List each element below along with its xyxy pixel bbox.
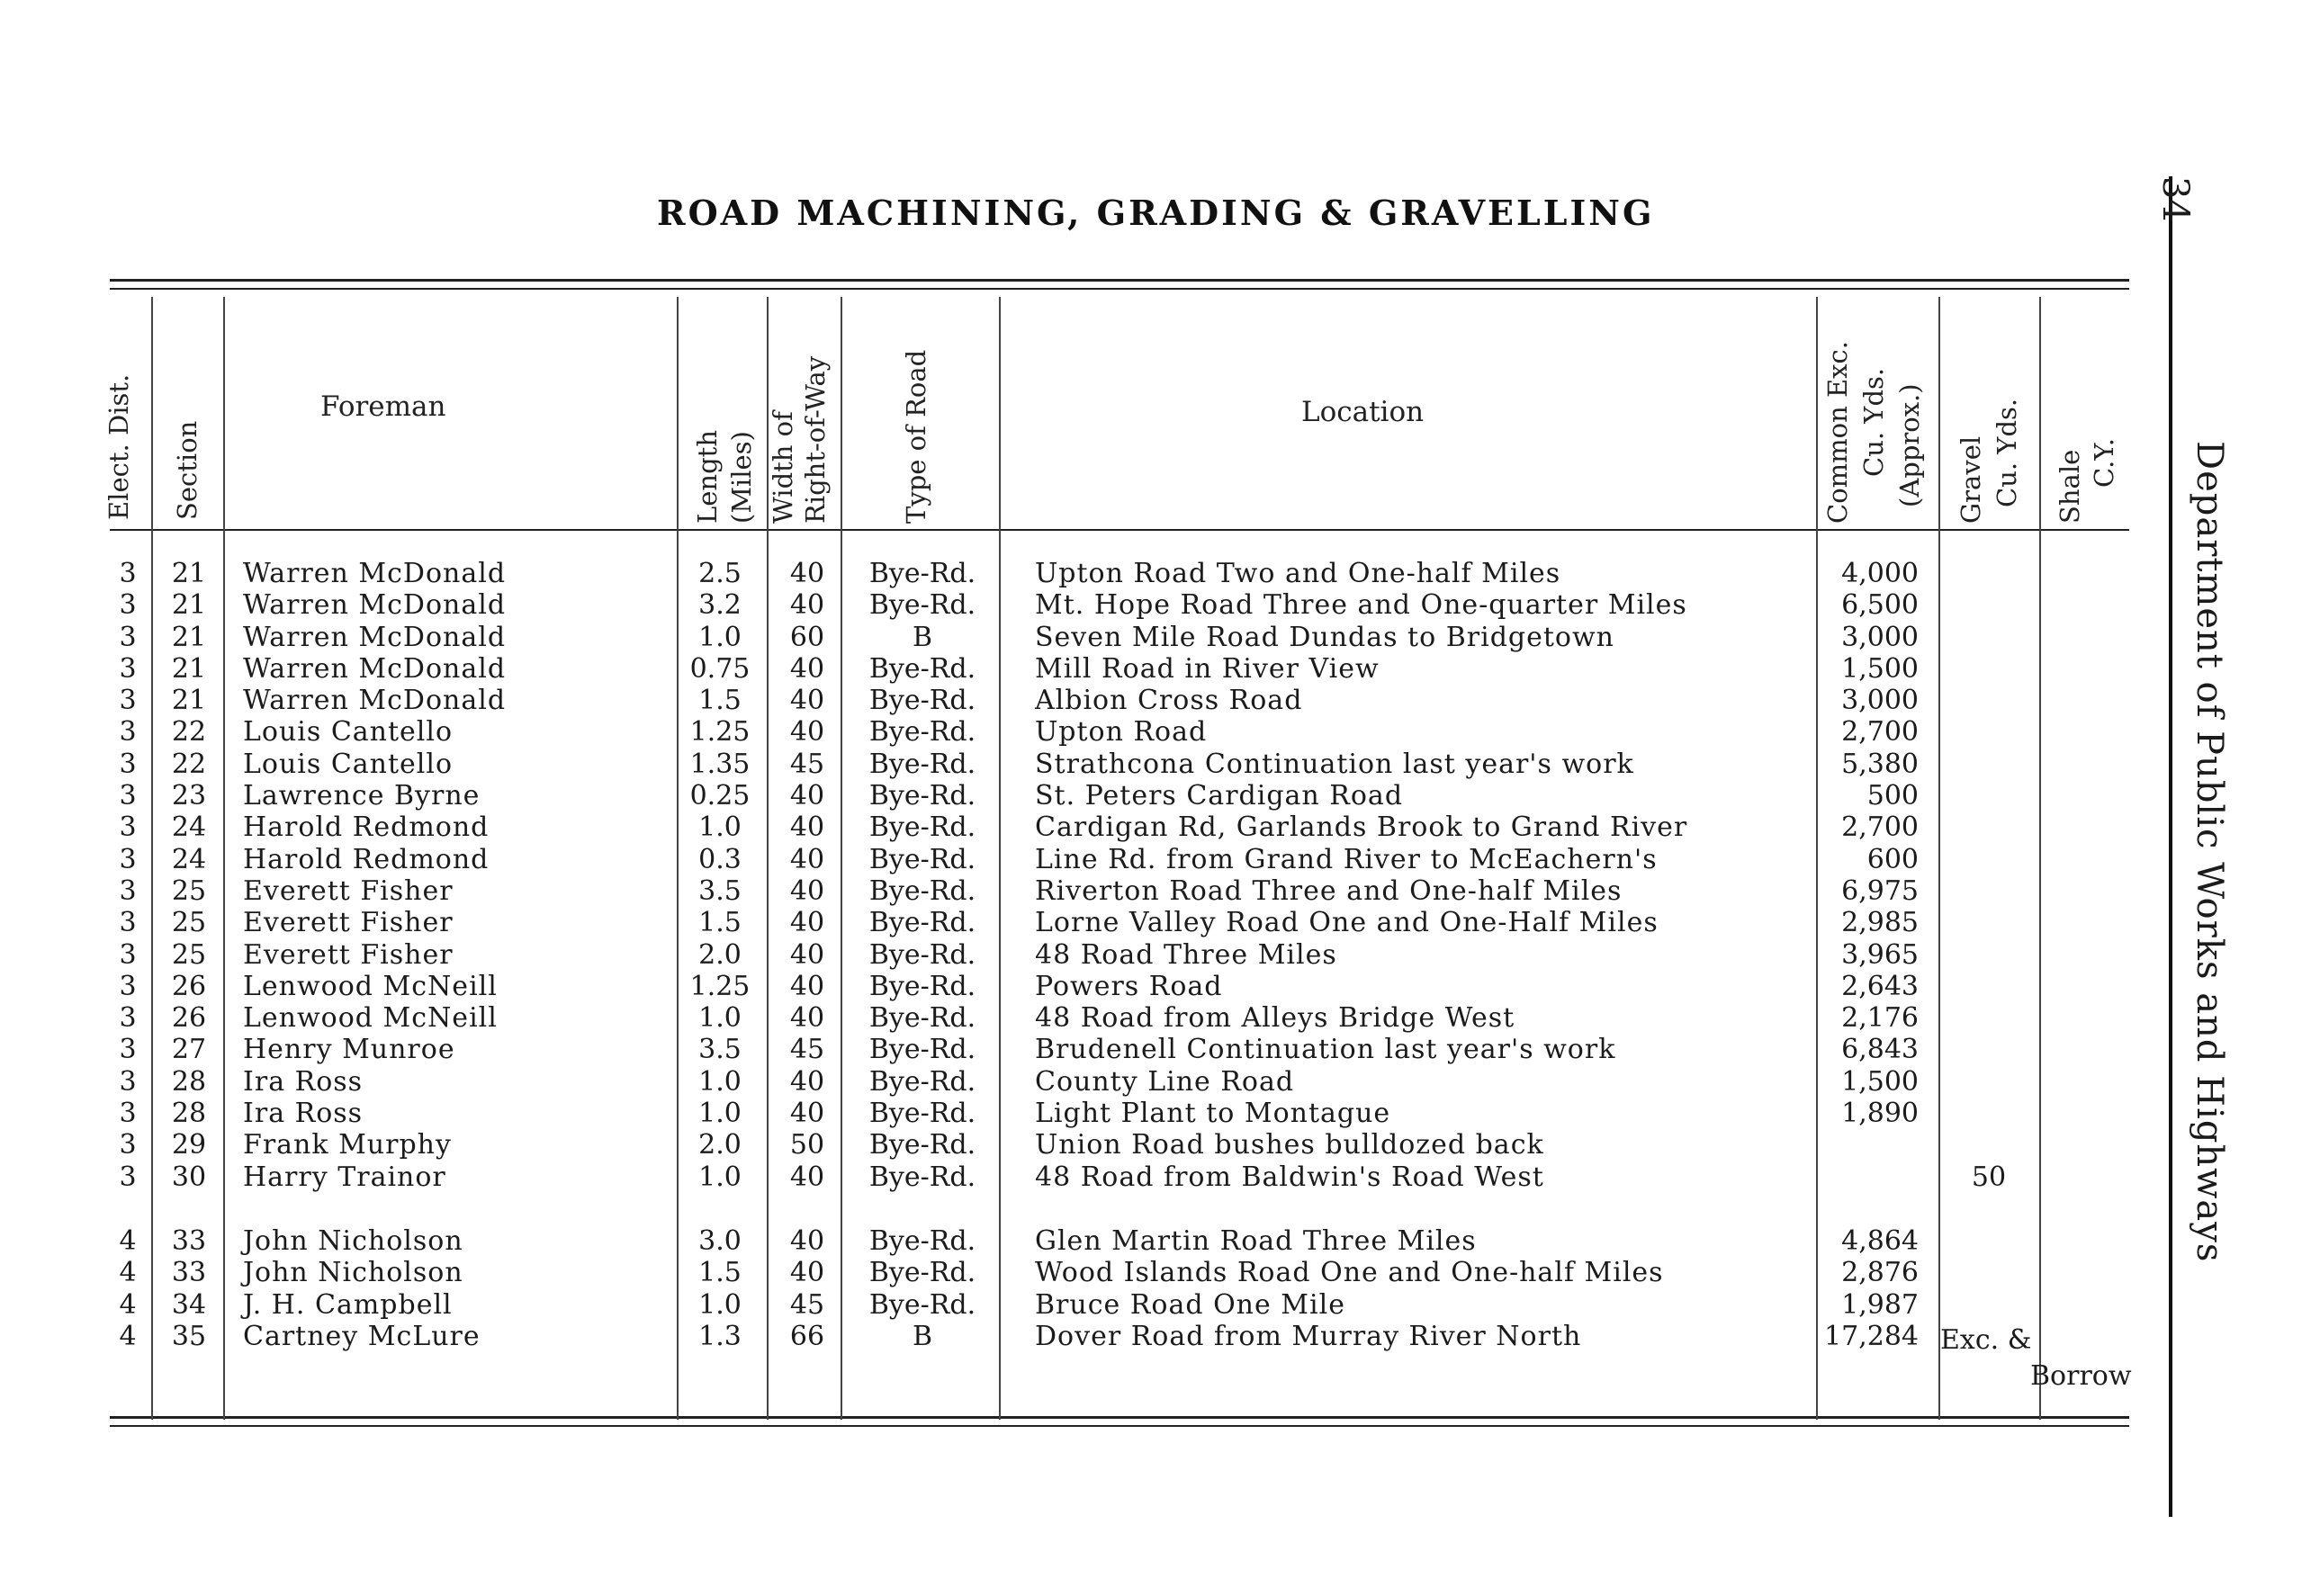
cell-common-exc: 1,987	[1841, 1288, 1919, 1321]
cell-width: 45	[789, 1034, 825, 1066]
cell-elect-dist: 3	[119, 843, 137, 875]
table-row	[0, 1002, 2160, 1034]
cell-common-exc: 2,700	[1841, 716, 1919, 749]
header-shale: Shale	[2055, 449, 2085, 524]
cell-length: 1.5	[698, 907, 742, 939]
cell-width: 40	[789, 874, 825, 907]
cell-type-of-road: Bye-Rd.	[868, 558, 976, 589]
cell-foreman: Everett Fisher	[243, 907, 454, 939]
table-row	[0, 1289, 2160, 1321]
header-common-exc: Common Exc.	[1822, 341, 1853, 524]
cell-common-exc: 17,284	[1824, 1320, 1919, 1352]
table-body	[0, 558, 2160, 1352]
cell-location: County Line Road	[1035, 1065, 1295, 1098]
cell-width: 40	[789, 716, 825, 749]
bottom-rule-1	[110, 1416, 2129, 1419]
cell-section: 25	[171, 874, 207, 907]
cell-length: 0.3	[698, 843, 742, 875]
cell-length: 1.0	[698, 621, 742, 653]
note-exc: Exc. &	[1940, 1324, 2032, 1356]
cell-section: 25	[171, 938, 207, 971]
header-gravel: Gravel	[1956, 435, 1986, 524]
cell-section: 24	[171, 843, 207, 875]
cell-width: 40	[789, 1161, 825, 1193]
cell-foreman: John Nicholson	[243, 1257, 463, 1289]
cell-length: 1.0	[698, 1002, 742, 1035]
cell-type-of-road: Bye-Rd.	[868, 780, 976, 812]
cell-section: 33	[171, 1257, 207, 1289]
cell-elect-dist: 3	[119, 907, 137, 939]
cell-foreman: Lawrence Byrne	[243, 780, 481, 812]
header-length: Length	[692, 430, 723, 524]
top-rule-2	[110, 288, 2129, 290]
cell-common-exc: 6,500	[1841, 589, 1919, 622]
cell-elect-dist: 3	[119, 780, 137, 812]
cell-elect-dist: 3	[119, 1129, 137, 1161]
cell-location: Union Road bushes bulldozed back	[1035, 1129, 1544, 1161]
cell-section: 22	[171, 716, 207, 749]
header-section: Section	[172, 420, 202, 520]
cell-length: 2.0	[698, 938, 742, 971]
cell-width: 40	[789, 843, 825, 875]
cell-type-of-road: Bye-Rd.	[868, 1065, 976, 1098]
cell-common-exc: 3,000	[1841, 621, 1919, 653]
header-type-of-road: Type of Road	[901, 349, 931, 524]
cell-elect-dist: 3	[119, 1065, 137, 1098]
cell-length: 1.5	[698, 685, 742, 717]
table-row	[0, 844, 2160, 875]
cell-section: 27	[171, 1034, 207, 1066]
cell-type-of-road: Bye-Rd.	[868, 811, 976, 844]
cell-width: 66	[789, 1320, 825, 1352]
cell-elect-dist: 4	[119, 1257, 137, 1289]
table-row	[0, 1257, 2160, 1288]
cell-location: Lorne Valley Road One and One-Half Miles	[1035, 907, 1659, 939]
cell-length: 3.5	[698, 1034, 742, 1066]
cell-width: 40	[789, 1224, 825, 1257]
cell-location: 48 Road from Baldwin's Road West	[1035, 1161, 1544, 1193]
cell-elect-dist: 3	[119, 652, 137, 685]
cell-section: 21	[171, 589, 207, 622]
cell-type-of-road: Bye-Rd.	[868, 938, 976, 971]
cell-elect-dist: 3	[119, 716, 137, 749]
cell-location: Mt. Hope Road Three and One-quarter Miles	[1035, 589, 1687, 622]
top-rule-1	[110, 279, 2129, 282]
cell-type-of-road: Bye-Rd.	[868, 652, 976, 685]
cell-location: Strathcona Continuation last year's work	[1035, 748, 1634, 780]
cell-section: 25	[171, 907, 207, 939]
cell-foreman: Warren McDonald	[243, 589, 507, 622]
cell-location: Upton Road	[1035, 716, 1208, 749]
table-row	[0, 1098, 2160, 1129]
cell-common-exc: 6,975	[1841, 874, 1919, 907]
cell-common-exc: 2,643	[1841, 970, 1919, 1002]
cell-section: 33	[171, 1224, 207, 1257]
cell-length: 1.0	[698, 1098, 742, 1130]
table-row	[0, 1321, 2160, 1352]
cell-section: 26	[171, 1002, 207, 1035]
table-row	[0, 971, 2160, 1002]
header-length-unit: (Miles)	[726, 431, 757, 524]
table-row	[0, 1161, 2160, 1193]
cell-foreman: Louis Cantello	[243, 748, 454, 780]
cell-type-of-road: Bye-Rd.	[868, 1224, 976, 1257]
cell-location: 48 Road Three Miles	[1035, 938, 1337, 971]
cell-section: 35	[171, 1320, 207, 1352]
cell-location: Wood Islands Road One and One-half Miles	[1035, 1257, 1664, 1289]
cell-width: 40	[789, 780, 825, 812]
table-row	[0, 1225, 2160, 1257]
table-row	[0, 589, 2160, 621]
header-foreman: Foreman	[320, 390, 446, 423]
cell-length: 1.5	[698, 1257, 742, 1289]
cell-length: 0.25	[689, 780, 751, 812]
cell-location: St. Peters Cardigan Road	[1035, 780, 1404, 812]
cell-elect-dist: 3	[119, 874, 137, 907]
cell-location: Mill Road in River View	[1035, 652, 1380, 685]
cell-foreman: Frank Murphy	[243, 1129, 452, 1161]
cell-gravel: 50	[1971, 1161, 2007, 1193]
cell-location: Albion Cross Road	[1035, 685, 1303, 717]
table-row	[0, 749, 2160, 780]
cell-length: 3.2	[698, 589, 742, 622]
cell-elect-dist: 3	[119, 938, 137, 971]
cell-width: 40	[789, 652, 825, 685]
cell-elect-dist: 3	[119, 1034, 137, 1066]
cell-length: 2.0	[698, 1129, 742, 1161]
cell-type-of-road: Bye-Rd.	[868, 716, 976, 749]
cell-elect-dist: 4	[119, 1320, 137, 1352]
page-title: ROAD MACHINING, GRADING & GRAVELLING	[657, 193, 1655, 233]
cell-foreman: Cartney McLure	[243, 1320, 481, 1352]
cell-type-of-road: Bye-Rd.	[868, 1288, 976, 1321]
table-row	[0, 558, 2160, 589]
cell-section: 29	[171, 1129, 207, 1161]
table-row	[0, 811, 2160, 843]
cell-foreman: Warren McDonald	[243, 652, 507, 685]
cell-length: 2.5	[698, 558, 742, 589]
cell-width: 40	[789, 811, 825, 844]
cell-type-of-road: Bye-Rd.	[868, 970, 976, 1002]
header-right-of-way: Right-of-Way	[800, 355, 831, 524]
cell-foreman: J. H. Campbell	[243, 1288, 453, 1321]
cell-foreman: John Nicholson	[243, 1224, 463, 1257]
cell-common-exc: 3,000	[1841, 685, 1919, 717]
cell-common-exc: 5,380	[1841, 748, 1919, 780]
cell-elect-dist: 3	[119, 748, 137, 780]
cell-length: 3.0	[698, 1224, 742, 1257]
cell-type-of-road: Bye-Rd.	[868, 685, 976, 717]
header-rule	[110, 529, 2129, 531]
cell-common-exc: 1,890	[1841, 1098, 1919, 1130]
cell-location: Glen Martin Road Three Miles	[1035, 1224, 1477, 1257]
cell-section: 24	[171, 811, 207, 844]
cell-width: 60	[789, 621, 825, 653]
cell-foreman: Harry Trainor	[243, 1161, 446, 1193]
header-common-approx: (Approx.)	[1894, 383, 1925, 507]
cell-section: 28	[171, 1065, 207, 1098]
cell-elect-dist: 4	[119, 1288, 137, 1321]
table-row	[0, 685, 2160, 716]
cell-length: 1.0	[698, 1065, 742, 1098]
cell-location: Line Rd. from Grand River to McEachern's	[1035, 843, 1658, 875]
cell-foreman: Lenwood McNeill	[243, 970, 498, 1002]
cell-common-exc: 500	[1866, 780, 1919, 812]
cell-location: Brudenell Continuation last year's work	[1035, 1034, 1616, 1066]
cell-length: 3.5	[698, 874, 742, 907]
cell-common-exc: 3,965	[1841, 938, 1919, 971]
table-row	[0, 622, 2160, 653]
cell-length: 1.25	[689, 716, 751, 749]
cell-type-of-road: B	[912, 1320, 933, 1352]
cell-type-of-road: B	[912, 621, 933, 653]
cell-elect-dist: 3	[119, 621, 137, 653]
cell-common-exc: 4,000	[1841, 558, 1919, 589]
cell-foreman: Henry Munroe	[243, 1034, 455, 1066]
cell-width: 45	[789, 748, 825, 780]
table-row	[0, 1066, 2160, 1098]
table-row	[0, 939, 2160, 971]
table-row	[0, 716, 2160, 748]
cell-type-of-road: Bye-Rd.	[868, 907, 976, 939]
cell-foreman: Harold Redmond	[243, 843, 490, 875]
cell-section: 30	[171, 1161, 207, 1193]
header-elect-dist: Elect. Dist.	[103, 373, 134, 520]
cell-type-of-road: Bye-Rd.	[868, 748, 976, 780]
cell-elect-dist: 3	[119, 970, 137, 1002]
cell-type-of-road: Bye-Rd.	[868, 1257, 976, 1289]
header-shale-cy: C.Y.	[2089, 438, 2119, 488]
cell-foreman: Lenwood McNeill	[243, 1002, 498, 1035]
cell-width: 40	[789, 970, 825, 1002]
cell-length: 1.35	[689, 748, 751, 780]
cell-width: 40	[789, 1065, 825, 1098]
header-width: Width of	[768, 411, 798, 524]
cell-foreman: Warren McDonald	[243, 685, 507, 717]
bottom-rule-2	[110, 1425, 2129, 1427]
cell-common-exc: 2,700	[1841, 811, 1919, 844]
cell-section: 22	[171, 748, 207, 780]
cell-width: 40	[789, 1257, 825, 1289]
cell-common-exc: 2,876	[1841, 1257, 1919, 1289]
cell-type-of-road: Bye-Rd.	[868, 589, 976, 622]
cell-location: 48 Road from Alleys Bridge West	[1035, 1002, 1515, 1035]
cell-elect-dist: 4	[119, 1224, 137, 1257]
cell-type-of-road: Bye-Rd.	[868, 1098, 976, 1130]
header-location: Location	[1301, 396, 1425, 428]
cell-foreman: Ira Ross	[243, 1098, 364, 1130]
cell-width: 45	[789, 1288, 825, 1321]
cell-length: 1.0	[698, 1288, 742, 1321]
cell-width: 40	[789, 1098, 825, 1130]
cell-section: 34	[171, 1288, 207, 1321]
table-row	[0, 1129, 2160, 1161]
department-running-head: Department of Public Works and Highways	[2189, 441, 2230, 1263]
cell-length: 0.75	[689, 652, 751, 685]
cell-location: Riverton Road Three and One-half Miles	[1035, 874, 1623, 907]
cell-width: 40	[789, 938, 825, 971]
cell-type-of-road: Bye-Rd.	[868, 1002, 976, 1035]
cell-width: 40	[789, 1002, 825, 1035]
cell-elect-dist: 3	[119, 811, 137, 844]
cell-section: 21	[171, 621, 207, 653]
cell-width: 40	[789, 685, 825, 717]
cell-foreman: Everett Fisher	[243, 874, 454, 907]
note-borrow: Borrow	[2030, 1360, 2132, 1392]
cell-foreman: Everett Fisher	[243, 938, 454, 971]
margin-rule	[2169, 176, 2172, 1517]
cell-section: 21	[171, 558, 207, 589]
cell-elect-dist: 3	[119, 589, 137, 622]
cell-elect-dist: 3	[119, 1161, 137, 1193]
cell-type-of-road: Bye-Rd.	[868, 1161, 976, 1193]
cell-type-of-road: Bye-Rd.	[868, 1034, 976, 1066]
cell-section: 23	[171, 780, 207, 812]
cell-section: 28	[171, 1098, 207, 1130]
cell-width: 40	[789, 589, 825, 622]
cell-common-exc: 4,864	[1841, 1224, 1919, 1257]
cell-common-exc: 6,843	[1841, 1034, 1919, 1066]
cell-location: Dover Road from Murray River North	[1035, 1320, 1582, 1352]
cell-type-of-road: Bye-Rd.	[868, 843, 976, 875]
cell-location: Bruce Road One Mile	[1035, 1288, 1345, 1321]
cell-location: Cardigan Rd, Garlands Brook to Grand River	[1035, 811, 1688, 844]
cell-section: 21	[171, 685, 207, 717]
cell-common-exc: 2,985	[1841, 907, 1919, 939]
cell-type-of-road: Bye-Rd.	[868, 874, 976, 907]
cell-length: 1.0	[698, 1161, 742, 1193]
header-gravel-cu-yds: Cu. Yds.	[1992, 398, 2022, 507]
cell-section: 21	[171, 652, 207, 685]
cell-common-exc: 600	[1866, 843, 1919, 875]
page-number: 34	[2154, 176, 2196, 222]
cell-elect-dist: 3	[119, 1098, 137, 1130]
cell-foreman: Harold Redmond	[243, 811, 490, 844]
cell-location: Upton Road Two and One-half Miles	[1035, 558, 1561, 589]
cell-elect-dist: 3	[119, 1002, 137, 1035]
cell-elect-dist: 3	[119, 558, 137, 589]
cell-length: 1.0	[698, 811, 742, 844]
table-row	[0, 1034, 2160, 1065]
table-row	[0, 780, 2160, 811]
cell-foreman: Warren McDonald	[243, 621, 507, 653]
table-row	[0, 907, 2160, 938]
cell-length: 1.3	[698, 1320, 742, 1352]
cell-foreman: Louis Cantello	[243, 716, 454, 749]
cell-length: 1.25	[689, 970, 751, 1002]
cell-common-exc: 1,500	[1841, 1065, 1919, 1098]
cell-type-of-road: Bye-Rd.	[868, 1129, 976, 1161]
cell-foreman: Ira Ross	[243, 1065, 364, 1098]
cell-width: 50	[789, 1129, 825, 1161]
cell-width: 40	[789, 558, 825, 589]
cell-common-exc: 1,500	[1841, 652, 1919, 685]
table-row	[0, 875, 2160, 907]
cell-location: Powers Road	[1035, 970, 1223, 1002]
cell-location: Light Plant to Montague	[1035, 1098, 1391, 1130]
cell-common-exc: 2,176	[1841, 1002, 1919, 1035]
cell-width: 40	[789, 907, 825, 939]
cell-section: 26	[171, 970, 207, 1002]
header-common-cu-yds: Cu. Yds.	[1858, 367, 1889, 477]
cell-foreman: Warren McDonald	[243, 558, 507, 589]
table-row	[0, 653, 2160, 685]
cell-location: Seven Mile Road Dundas to Bridgetown	[1035, 621, 1614, 653]
cell-elect-dist: 3	[119, 685, 137, 717]
